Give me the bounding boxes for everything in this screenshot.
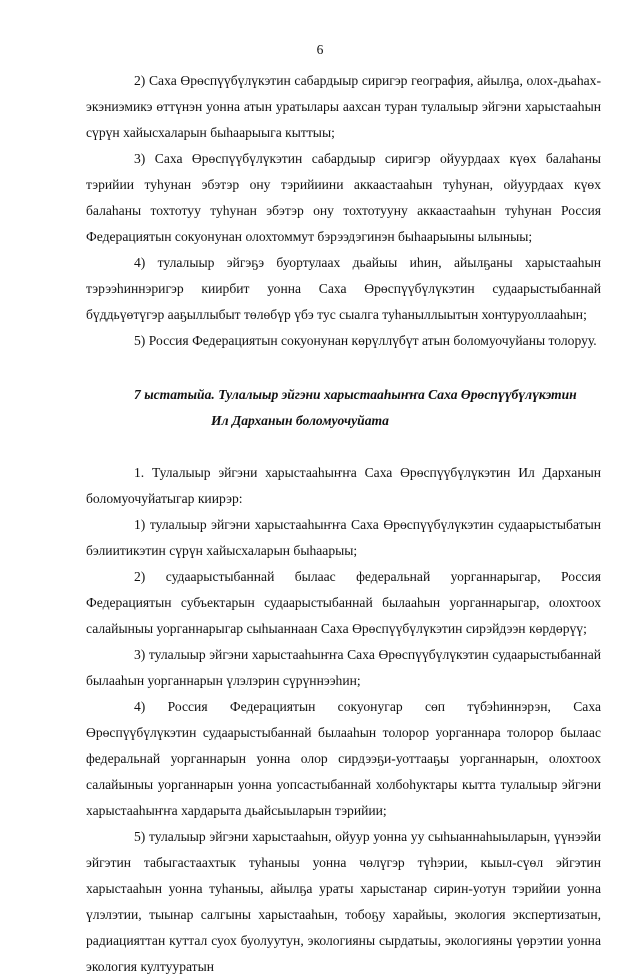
article-item-1: 1) тулалыыр эйгэни харыстааһыҥҥа Саха Өрөспүүбүлүкэтин судаарыстыбатын бэлиитикэтин сүрүн хайысхаларын быһаарыы; <box>86 517 601 558</box>
document-body <box>86 68 601 980</box>
article-paragraph-1: 1. Тулалыыр эйгэни харыстааһыҥҥа Саха Өрөспүүбүлүкэтин Ил Дарханын боломуочуйатыгар киирэр: <box>86 465 601 506</box>
page-number: 6 <box>316 42 324 57</box>
article-item-4: 4) Россия Федерациятын сокуонугар сөп түбэһиннэрэн, Саха Өрөспүүбүлүкэтин судаарыстыбаннай былааһын толорор уорганнара толорор былаас федеральнай уорганнарын уонна олор сирдээҕи-уоттааҕы уорганнарын, олохтоох салайыныы уорганнарын уонна уопсастыбаннай холбоһуктары кытта тулалыыр эйгэни харыстааһыҥҥа хардарыта дьайсыыларын тэрийии; <box>86 699 601 818</box>
article-heading-line-2: Ил Дарханын боломуочуйата <box>211 413 389 428</box>
intro-paragraph-3: 3) Саха Өрөспүүбүлүкэтин сабардыыр сиригэр ойуурдаах күөх балаһаны тэрийии туһунан эбэтэр ону тэрийиини аккаастааһын туһунан, ойуурдаах күөх балаһаны тохтотуу туһунан эбэтэр ону тохтотууну аккаастааһын туһунан Россия Федерациятын сокуонунан олохтоммут бэрээдэгинэн быһаарыыны ылыныы; <box>86 151 601 244</box>
article-item-5: 5) тулалыыр эйгэни харыстааһын, ойуур уонна уу сыһыаннаһыыларын, үүнээйи эйгэтин табыгастаахтык туһаныы уонна чөлүгэр түһэрии, кыыл-сүөл эйгэтин харыстааһын уонна туһаныы, айылҕа ураты харыстанар сирин-уотун тэрийии уонна үлэлэтии, тыынар салгыны харыстааһын, тобоҕу харайыы, экология экспертизатын, радиацияттан куттал суох буолуутун, экологияны сырдатыы, экологияны үөрэтии уонна экология култууратын <box>86 829 601 974</box>
intro-paragraph-5: 5) Россия Федерациятын сокуонунан көрүллүбүт атын боломуочуйаны толоруу. <box>134 333 597 348</box>
article-heading <box>86 382 601 434</box>
article-heading-line-1: 7 ыстатыйа. Тулалыыр эйгэни харыстааһыҥҥа Саха Өрөспүүбүлүкэтин <box>134 387 577 402</box>
article-item-3: 3) тулалыыр эйгэни харыстааһыҥҥа Саха Өрөспүүбүлүкэтин судаарыстыбаннай былааһын уорганнарын үлэлэрин сүрүннээһин; <box>86 647 601 688</box>
article-item-2: 2) судаарыстыбаннай былаас федеральнай уорганнарыгар, Россия Федерациятын субъектарын судаарыстыбаннай былааһын уорганнарыгар, олохтоох салайыныы уорганнарыгар сыһыаннаан Саха Өрөспүүбүлүкэтин сирэйдээн көрдөрүү; <box>86 569 601 636</box>
intro-paragraph-4: 4) тулалыыр эйгэҕэ буортулаах дьайыы иһин, айылҕаны харыстааһын тэрээһиннэригэр киирбит уонна Саха Өрөспүүбүлүкэтин судаарыстыбаннай бүддьүөтүгэр ааҕыллыбыт төлөбүр үбэ тус сыалга туһаныллыытын хонтуруоллааһын; <box>86 255 601 322</box>
intro-paragraph-2: 2) Саха Өрөспүүбүлүкэтин сабардыыр сиригэр география, айылҕа, олох-дьаһах-экэниэмикэ өттүнэн уонна атын уратылары аахсан туран тулалыыр эйгэни харыстааһын сүрүн хайысхаларын быһаарыыга кыттыы; <box>86 73 601 140</box>
